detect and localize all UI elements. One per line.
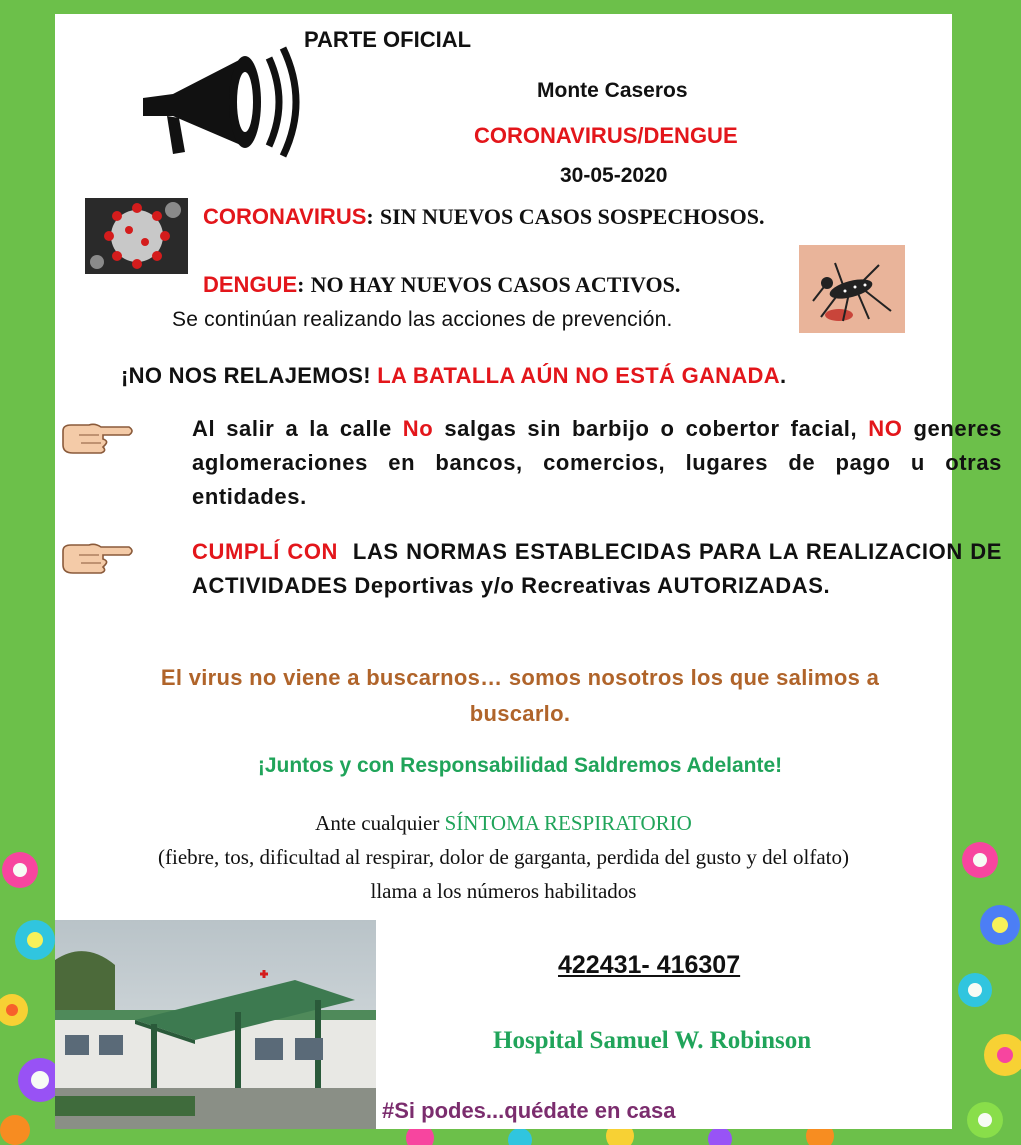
report-date: 30-05-2020	[560, 164, 668, 187]
pointing-hand-icon	[59, 419, 135, 459]
megaphone-icon	[133, 36, 303, 166]
hospital-photo	[55, 920, 376, 1129]
mosquito-image	[799, 245, 905, 333]
dengue-label: DENGUE	[203, 272, 298, 297]
symptoms-call: llama a los números habilitados	[370, 879, 637, 903]
official-notice-panel	[55, 14, 1003, 1129]
warning-end: .	[779, 363, 787, 388]
coronavirus-status	[203, 204, 765, 230]
hashtag: #Si podes...quédate en casa	[382, 1098, 676, 1123]
rule-activities-paragraph	[192, 535, 1002, 603]
virus-image	[85, 198, 188, 274]
coronavirus-colon: :	[366, 204, 374, 229]
coronavirus-text: SIN NUEVOS CASOS SOSPECHOSOS.	[379, 204, 765, 229]
city-name: Monte Caseros	[537, 79, 688, 102]
rule2-part-b: LAS NORMAS ESTABLECIDAS PARA LA REALIZACION DE ACTIVIDADES Deportivas y/o Recreativas AUTORIZADAS.	[192, 539, 1003, 598]
slogan-text: ¡Juntos y con Responsabilidad Saldremos Adelante!	[257, 754, 783, 777]
topic-heading: CORONAVIRUS/DENGUE	[474, 123, 738, 148]
pointing-hand-icon	[59, 539, 135, 579]
quote-text: El virus no viene a buscarnos… somos nosotros los que salimos a buscarlo.	[160, 665, 880, 726]
rule1-no1: No	[402, 416, 434, 441]
dengue-text: NO HAY NUEVOS CASOS ACTIVOS.	[310, 272, 681, 297]
symptoms-block	[55, 806, 952, 908]
dengue-colon: :	[297, 272, 305, 297]
rule2-part-a: CUMPLÍ CON	[192, 539, 339, 564]
rule1-no2: NO	[868, 416, 903, 441]
symptoms-highlight: SÍNTOMA RESPIRATORIO	[444, 811, 692, 835]
dengue-subtext: Se continúan realizando las acciones de prevención.	[172, 308, 673, 331]
coronavirus-label: CORONAVIRUS	[203, 204, 367, 229]
symptoms-intro: Ante cualquier	[315, 811, 440, 835]
rule1-part-c: generes aglomeraciones en bancos, comercios, lugares de pago u otras entidades.	[192, 416, 1003, 509]
rule1-part-b: salgas sin barbijo o cobertor facial,	[444, 416, 858, 441]
dengue-status	[203, 272, 680, 298]
rule1-part-a: Al salir a la calle	[192, 416, 392, 441]
page-title: PARTE OFICIAL	[304, 27, 472, 52]
warning-message	[121, 363, 786, 389]
warning-part1: ¡NO NOS RELAJEMOS!	[121, 363, 371, 388]
symptoms-intro-line	[55, 806, 952, 840]
phone-numbers: 422431- 416307	[558, 951, 741, 979]
rule-mask-paragraph	[192, 412, 1002, 514]
warning-part2: LA BATALLA AÚN NO ESTÁ GANADA	[377, 363, 780, 388]
hospital-name: Hospital Samuel W. Robinson	[493, 1027, 812, 1054]
symptoms-list: (fiebre, tos, dificultad al respirar, dolor de garganta, perdida del gusto y del olfato)	[158, 845, 849, 869]
